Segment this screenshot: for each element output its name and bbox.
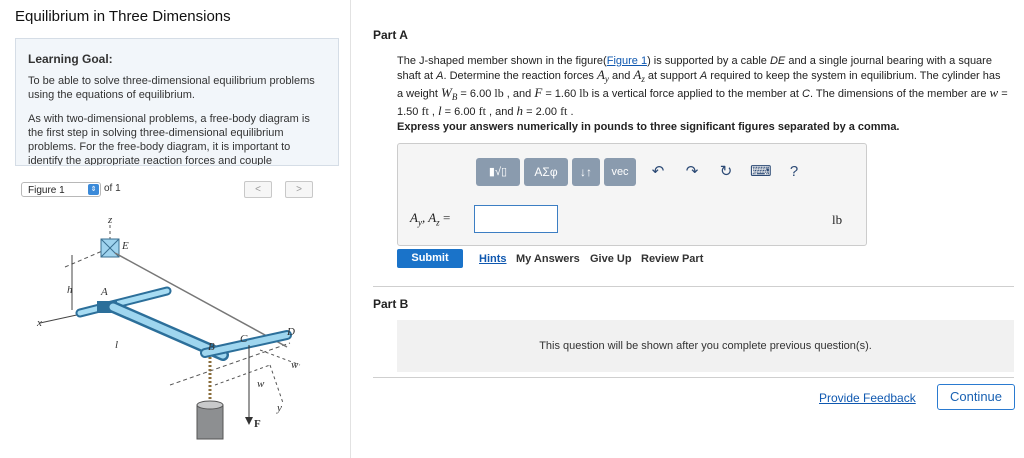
label-w-1: w [291, 359, 299, 371]
reset-icon[interactable]: ↻ [719, 163, 733, 180]
continue-button[interactable]: Continue [937, 384, 1015, 410]
answer-label-sep: , [421, 210, 429, 225]
learning-goal-text-2: As with two-dimensional problems, a free-body diagram is the first step in solving three-dimensional equilibrium problems. For the free-body diagram, it is important to identify the appropriate reaction forces and couple [28, 113, 310, 166]
answer-unit: lb [832, 212, 843, 227]
help-icon[interactable]: ? [789, 163, 799, 180]
cylinder [197, 405, 223, 439]
problem-text: , and [503, 88, 535, 101]
var-ay-sub: y [604, 74, 609, 85]
vector-button[interactable]: vec [604, 158, 636, 186]
problem-text: = 1.60 [542, 88, 580, 101]
problem-text: at support [644, 70, 700, 82]
hints-link[interactable]: Hints [479, 253, 507, 265]
review-part-link[interactable]: Review Part [641, 253, 704, 265]
var-f: F [534, 85, 543, 101]
submit-button[interactable]: Submit [397, 249, 463, 268]
problem-text: = 2.00 [523, 106, 561, 119]
problem-text: required to keep the system in equilibrium. The cylinder has a weight [397, 70, 1001, 101]
var-az: A [633, 67, 642, 82]
figure-count: of 1 [104, 183, 121, 194]
problem-text: . Determine the reaction forces [443, 70, 597, 82]
label-y: y [277, 402, 282, 414]
problem-text: = 1.50 [397, 88, 1008, 119]
select-spinner-icon: ⇕ [88, 184, 99, 195]
figure-nav-bar [15, 179, 337, 201]
answer-instruction: Express your answers numerically in pounds to three significant figures separated by a comma. [397, 121, 900, 133]
prev-figure-button[interactable]: < [244, 181, 272, 198]
var-wb-sub: B [451, 92, 458, 103]
var-de: DE [769, 55, 786, 67]
label-e: E [122, 240, 129, 252]
answer-label-eq: = [439, 210, 451, 225]
var-h: h [516, 103, 524, 119]
unit-ft: ft [478, 104, 486, 119]
problem-text: and a single journal bearing with a square shaft at [397, 55, 992, 82]
force-f-arrowhead [245, 417, 253, 425]
problem-text: , and [485, 106, 517, 119]
figure-select-value: Figure 1 [28, 185, 65, 196]
my-answers-link[interactable]: My Answers [516, 253, 580, 265]
answer-box [397, 143, 867, 246]
learning-goal-text: To be able to solve three-dimensional equilibrium problems using the equations of equilibrium. [28, 75, 315, 101]
var-a: A [436, 70, 444, 82]
var-w: w [989, 85, 999, 101]
greek-symbols-button[interactable]: ΑΣφ [524, 158, 568, 186]
answer-label-a: A [410, 210, 418, 225]
redo-icon[interactable]: ↷ [685, 163, 699, 180]
figure-select[interactable] [21, 182, 101, 197]
var-az-sub: z [641, 74, 645, 85]
var-ay: A [596, 67, 605, 82]
arrows-button[interactable]: ↓↑ [572, 158, 600, 186]
label-w-2: w [257, 378, 265, 390]
problem-text: The J-shaped member shown in the figure( [397, 55, 607, 67]
var-l: l [437, 103, 442, 119]
cylinder-top [197, 401, 223, 409]
label-x: x [37, 317, 42, 329]
left-panel [0, 0, 351, 458]
give-up-link[interactable]: Give Up [590, 253, 632, 265]
unit-lb: lb [579, 86, 589, 101]
part-a-label: Part A [373, 28, 408, 42]
answer-label-a-2: A [428, 210, 437, 225]
learning-goal-box [15, 38, 339, 166]
problem-text: ) is supported by a cable [647, 55, 770, 67]
unit-lb: lb [494, 86, 504, 101]
answer-label [410, 210, 450, 228]
part-b-label: Part B [373, 297, 409, 311]
problem-text: = 6.00 [441, 106, 479, 119]
learning-goal-heading: Learning Goal: [28, 52, 113, 66]
unit-ft: ft [421, 104, 429, 119]
divider [373, 286, 1014, 287]
label-l: l [115, 339, 119, 351]
templates-button[interactable]: ▮√▯ [476, 158, 520, 186]
answer-label-sub-z: z [436, 217, 440, 228]
figure-1-diagram [25, 215, 325, 458]
label-f: F [254, 418, 261, 430]
var-wb: W [441, 85, 452, 101]
part-b-locked-message: This question will be shown after you complete previous question(s). [397, 320, 1014, 372]
next-figure-button[interactable]: > [285, 181, 313, 198]
label-c: C [240, 333, 248, 345]
problem-text: . [567, 106, 574, 119]
right-panel [351, 0, 1024, 458]
answer-label-sub-y: y [417, 217, 422, 228]
divider [373, 377, 1014, 378]
undo-icon[interactable]: ↶ [651, 163, 665, 180]
problem-text: . The dimensions of the member are [809, 88, 990, 101]
label-b: B [208, 341, 215, 353]
provide-feedback-link[interactable]: Provide Feedback [819, 391, 916, 405]
var-a: A [699, 70, 708, 82]
problem-statement [397, 54, 1009, 119]
problem-text: is a vertical force applied to the member at [588, 88, 803, 101]
label-a: A [101, 286, 108, 298]
var-c: C [802, 88, 810, 101]
label-h: h [67, 284, 73, 296]
figure-1-link[interactable]: Figure 1 [606, 55, 648, 67]
y-axis-line [270, 365, 283, 403]
label-d: D [287, 326, 295, 338]
page-title: Equilibrium in Three Dimensions [15, 8, 231, 25]
keyboard-icon[interactable]: ⌨ [750, 163, 772, 180]
problem-text: and [608, 70, 634, 82]
answer-input[interactable] [474, 205, 558, 233]
problem-text: , [428, 106, 438, 119]
unit-ft: ft [560, 104, 568, 119]
problem-text: = 6.00 [457, 88, 495, 101]
label-z: z [108, 215, 113, 226]
